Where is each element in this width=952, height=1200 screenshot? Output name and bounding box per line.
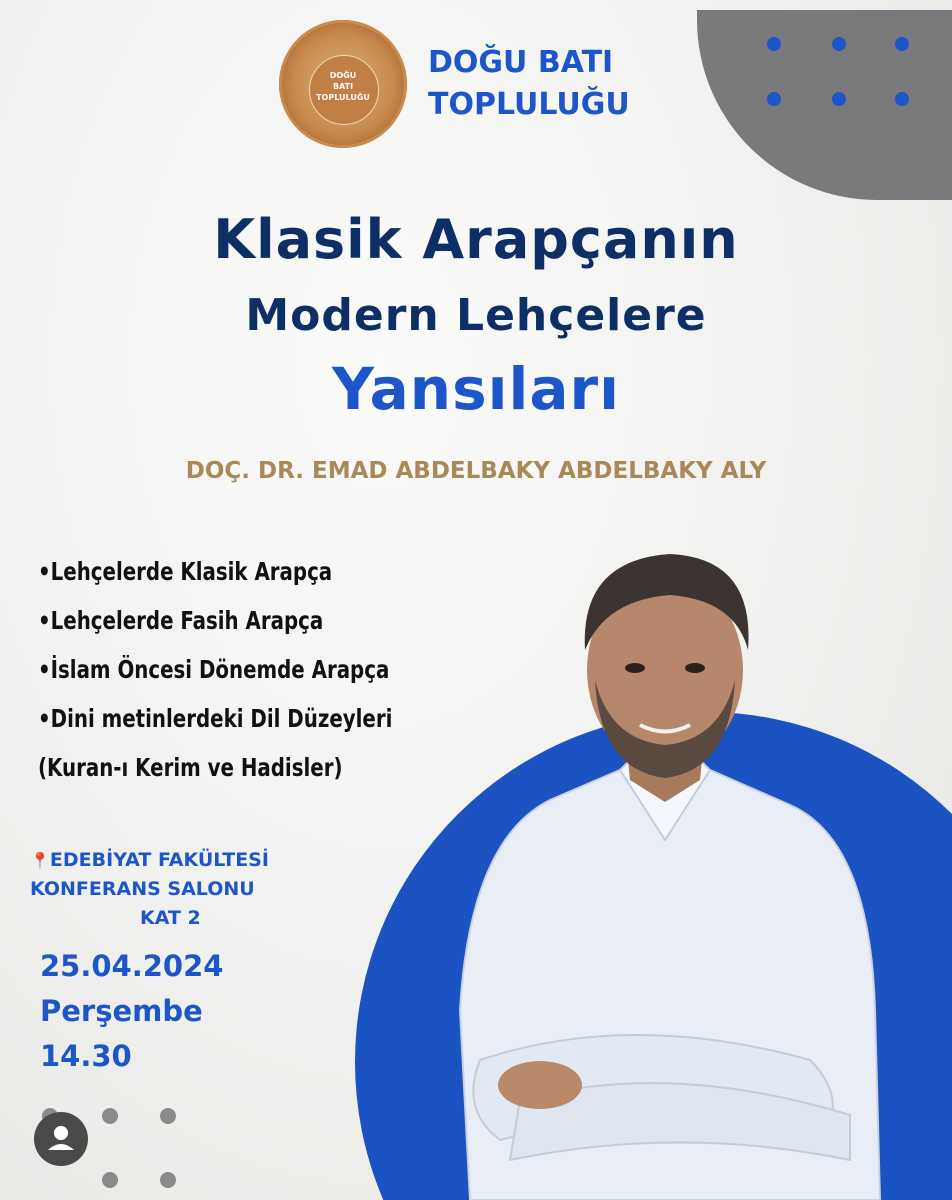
speaker-name: DOÇ. DR. EMAD ABDELBAKY ABDELBAKY ALY <box>185 458 767 484</box>
decor-dot <box>102 1172 118 1188</box>
event-day: Perşembe <box>40 994 203 1028</box>
logo-text-line: TOPLULUĞU <box>316 93 370 102</box>
title-line-2: Modern Lehçelere <box>245 290 707 341</box>
profile-avatar-icon[interactable] <box>34 1112 88 1166</box>
event-datetime <box>40 944 223 1079</box>
title-line-1: Klasik Arapçanın <box>213 208 739 271</box>
decor-dot <box>160 1108 176 1124</box>
topic-item: •Dini metinlerdeki Dil Düzeyleri <box>38 705 393 734</box>
decor-dot <box>895 37 909 51</box>
topic-item: (Kuran-ı Kerim ve Hadisler) <box>38 754 343 783</box>
decor-dot <box>767 92 781 106</box>
venue-line: KAT 2 <box>140 907 201 929</box>
event-time: 14.30 <box>40 1039 132 1073</box>
topic-item: •Lehçelerde Fasih Arapça <box>38 607 324 636</box>
decor-dot <box>160 1172 176 1188</box>
logo-text-line: DOĞU <box>329 71 357 80</box>
title-line-3: Yansıları <box>331 355 620 423</box>
venue-line: KONFERANS SALONU <box>30 878 255 900</box>
decor-dot <box>832 92 846 106</box>
brand-name-line: DOĞU BATI <box>428 45 614 80</box>
decor-dot <box>895 92 909 106</box>
corner-grey-shape <box>697 10 952 200</box>
venue-block <box>30 846 269 933</box>
logo-text-line: BATI <box>332 82 354 91</box>
club-logo <box>279 20 407 148</box>
topic-list <box>38 548 392 793</box>
brand-name <box>428 42 630 126</box>
speaker-photo <box>430 540 900 1200</box>
brand-name-line: TOPLULUĞU <box>428 87 630 122</box>
topic-item: •İslam Öncesi Dönemde Arapça <box>38 656 390 685</box>
decor-dot <box>832 37 846 51</box>
event-date: 25.04.2024 <box>40 949 224 983</box>
decor-dot <box>767 37 781 51</box>
venue-line: EDEBİYAT FAKÜLTESİ <box>49 849 269 871</box>
topic-item: •Lehçelerde Klasik Arapça <box>38 558 333 587</box>
location-pin-icon: 📍 <box>30 851 50 870</box>
decor-dot <box>102 1108 118 1124</box>
